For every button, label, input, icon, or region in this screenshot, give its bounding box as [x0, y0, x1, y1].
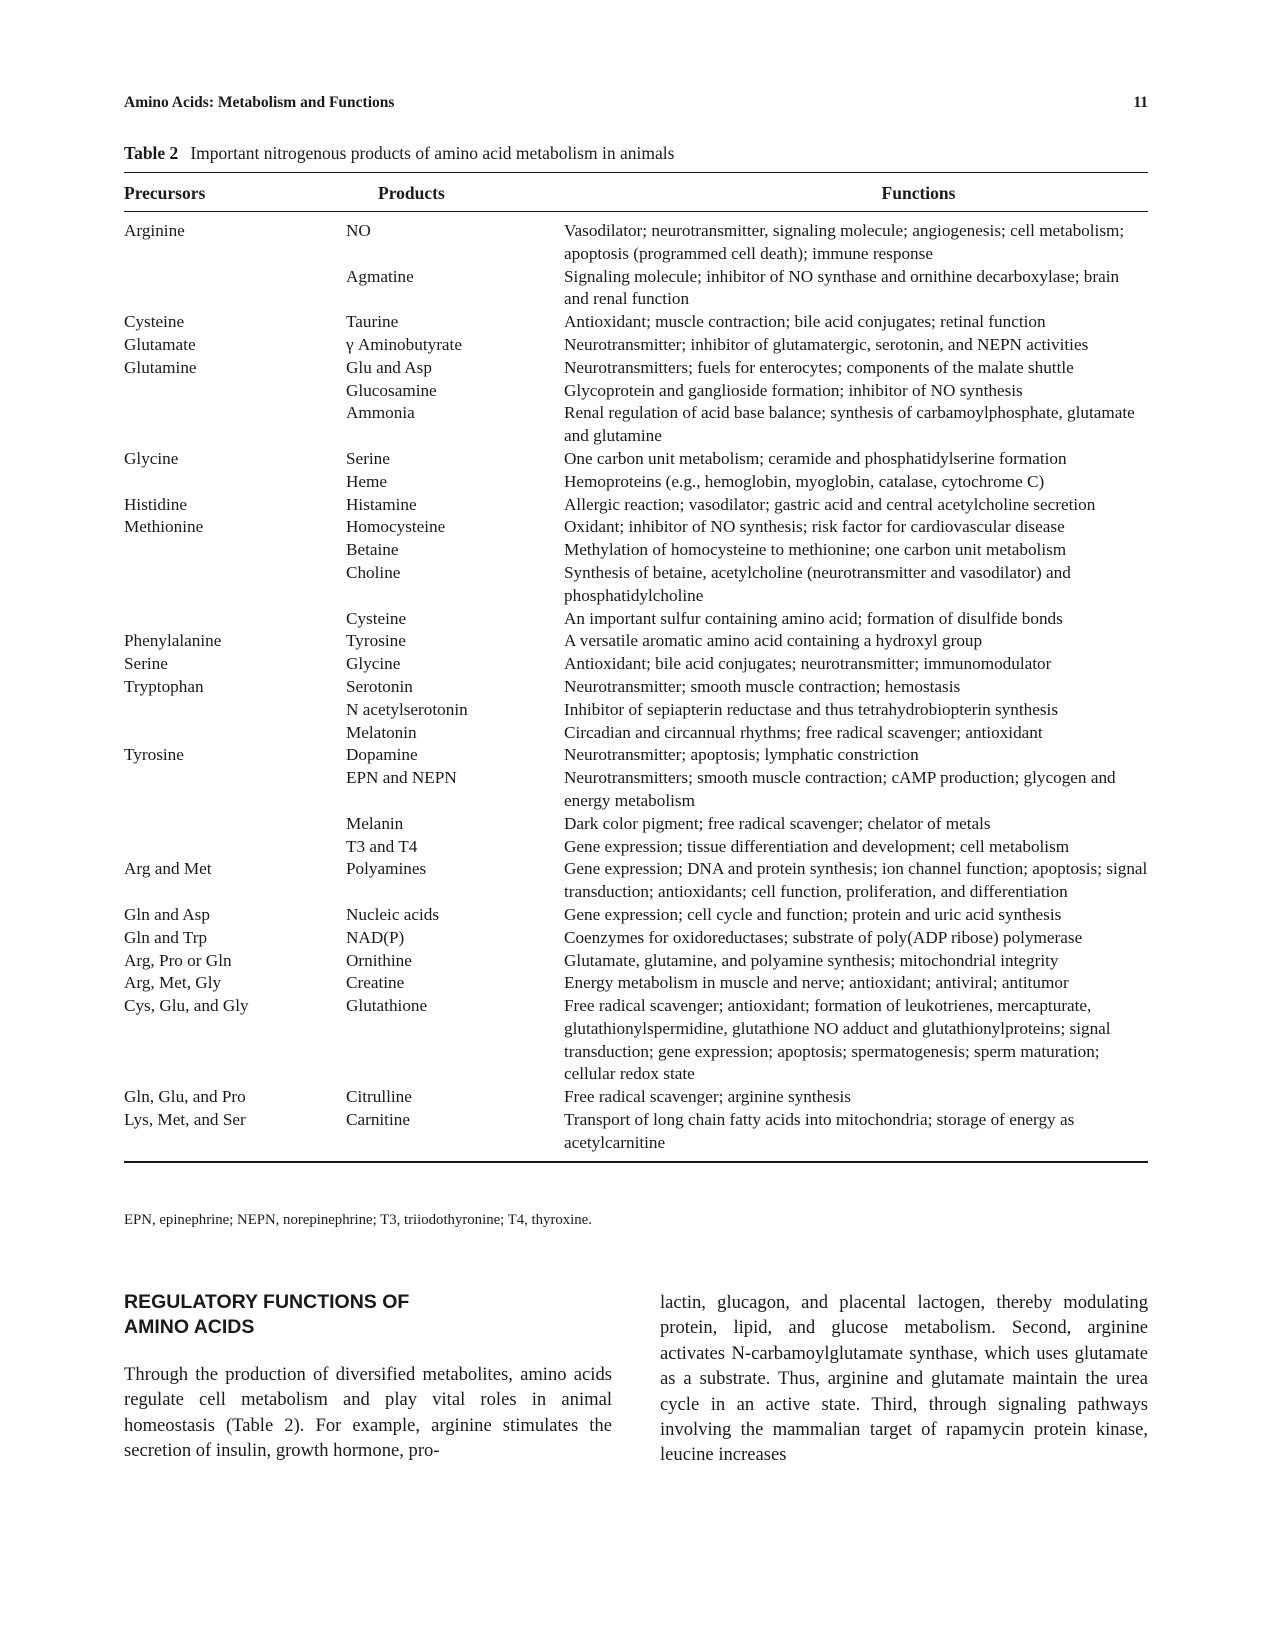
table-row — [124, 676, 1148, 699]
table-row — [124, 516, 1148, 539]
table-body — [124, 212, 1148, 1161]
function-cell: Gene expression; cell cycle and function; protein and uric acid synthesis — [564, 904, 1062, 924]
product-cell: Glu and Asp — [346, 357, 432, 377]
page-number: 11 — [1133, 94, 1148, 111]
function-cell: Signaling molecule; inhibitor of NO synthase and ornithine decarboxylase; brain and renal function — [564, 266, 1120, 309]
table-row — [124, 653, 1148, 676]
product-cell: γ Aminobutyrate — [346, 334, 462, 354]
function-cell: Neurotransmitter; inhibitor of glutamatergic, serotonin, and NEPN activities — [564, 334, 1089, 354]
body-paragraph-left: Through the production of diversified metabolites, amino acids regulate cell metabolism and play vital roles in animal homeostasis (Table 2). For example, arginine stimulates the secretion of insulin, growth hormone, pro- — [124, 1364, 612, 1462]
function-cell: Neurotransmitter; smooth muscle contraction; hemostasis — [564, 676, 961, 696]
function-cell: Inhibitor of sepiapterin reductase and thus tetrahydrobiopterin synthesis — [564, 699, 1059, 719]
precursor-cell: Gln and Trp — [124, 927, 208, 947]
column-header-precursors: Precursors — [124, 183, 206, 203]
precursor-cell: Gln and Asp — [124, 904, 210, 924]
function-cell: Neurotransmitters; smooth muscle contraction; cAMP production; glycogen and energy metabolism — [564, 768, 1116, 810]
table-row — [124, 699, 1148, 722]
precursor-cell — [124, 836, 346, 859]
product-cell: Cysteine — [346, 608, 407, 628]
table-footnote: EPN, epinephrine; NEPN, norepinephrine; T3, triiodothyronine; T4, thyroxine. — [124, 1212, 592, 1228]
section-heading — [124, 1290, 612, 1340]
precursor-cell — [124, 608, 346, 631]
table-caption — [124, 143, 674, 164]
text-column-left — [124, 1290, 612, 1464]
function-cell: Free radical scavenger; arginine synthesis — [564, 1087, 851, 1107]
function-cell: Glycoprotein and ganglioside formation; inhibitor of NO synthesis — [564, 380, 1023, 400]
table-row — [124, 402, 1148, 448]
function-cell: Renal regulation of acid base balance; synthesis of carbamoylphosphate, glutamate and glutamine — [564, 403, 1135, 446]
table-row — [124, 767, 1148, 813]
table-row — [124, 927, 1148, 950]
product-cell: N acetylserotonin — [346, 699, 468, 719]
product-cell: Creatine — [346, 973, 405, 993]
table-row — [124, 311, 1148, 334]
product-cell: Betaine — [346, 540, 399, 560]
precursor-cell — [124, 471, 346, 494]
product-cell: Serotonin — [346, 676, 413, 696]
function-cell: One carbon unit metabolism; ceramide and phosphatidylserine formation — [564, 448, 1067, 468]
product-cell: Polyamines — [346, 859, 427, 879]
function-cell: Allergic reaction; vasodilator; gastric acid and central acetylcholine secretion — [564, 494, 1096, 514]
function-cell: Dark color pigment; free radical scavenger; chelator of metals — [564, 813, 991, 833]
table-row — [124, 562, 1148, 608]
product-cell: Glycine — [346, 654, 401, 674]
column-header-functions: Functions — [881, 183, 956, 203]
table-row — [124, 630, 1148, 653]
product-cell: Citrulline — [346, 1087, 412, 1107]
function-cell: Coenzymes for oxidoreductases; substrate of poly(ADP ribose) polymerase — [564, 927, 1083, 947]
function-cell: Antioxidant; bile acid conjugates; neurotransmitter; immunomodulator — [564, 654, 1052, 674]
table-row — [124, 722, 1148, 745]
table-row — [124, 357, 1148, 380]
precursor-cell: Serine — [124, 654, 168, 674]
precursor-cell — [124, 699, 346, 722]
table-row — [124, 471, 1148, 494]
precursor-cell: Methionine — [124, 517, 204, 537]
precursor-cell: Phenylalanine — [124, 631, 222, 651]
function-cell: Hemoproteins (e.g., hemoglobin, myoglobin, catalase, cytochrome C) — [564, 471, 1045, 491]
product-cell: Melatonin — [346, 722, 417, 742]
product-cell: Ornithine — [346, 950, 412, 970]
precursor-cell: Glycine — [124, 448, 179, 468]
precursor-cell: Arg and Met — [124, 859, 212, 879]
function-cell: A versatile aromatic amino acid containing a hydroxyl group — [564, 631, 983, 651]
precursor-cell: Tyrosine — [124, 745, 184, 765]
table-label: Table 2 — [124, 143, 179, 163]
table-caption-text: Important nitrogenous products of amino acid metabolism in animals — [190, 143, 675, 163]
product-cell: Carnitine — [346, 1110, 410, 1130]
table-row — [124, 380, 1148, 403]
section-heading-line-2: AMINO ACIDS — [124, 1316, 255, 1338]
function-cell: Gene expression; DNA and protein synthesis; ion channel function; apoptosis; signal transduction; antioxidants; cell function, proliferation, and differentiation — [564, 859, 1148, 902]
table-header — [124, 173, 1148, 211]
function-cell: Methylation of homocysteine to methionine; one carbon unit metabolism — [564, 540, 1067, 560]
precursor-cell — [124, 813, 346, 836]
table-row — [124, 836, 1148, 859]
table-row — [124, 608, 1148, 631]
precursor-cell: Cys, Glu, and Gly — [124, 996, 249, 1016]
function-cell: Antioxidant; muscle contraction; bile acid conjugates; retinal function — [564, 312, 1046, 332]
table-bottom-rule — [124, 1161, 1148, 1163]
precursor-cell: Histidine — [124, 494, 188, 514]
table-row — [124, 995, 1148, 1086]
precursor-cell: Lys, Met, and Ser — [124, 1110, 246, 1130]
function-cell: Free radical scavenger; antioxidant; formation of leukotrienes, mercapturate, glutathionylspermidine, glutathione NO adduct and glutathionylproteins; signal transduction; gene expression; apoptosis; spermatogenesis; sperm maturation; cellular redox state — [564, 996, 1111, 1084]
function-cell: Transport of long chain fatty acids into mitochondria; storage of energy as acetylcarnitine — [564, 1110, 1075, 1152]
function-cell: Energy metabolism in muscle and nerve; antioxidant; antiviral; antitumor — [564, 973, 1069, 993]
product-cell: Glucosamine — [346, 380, 437, 400]
product-cell: Tyrosine — [346, 631, 406, 651]
precursor-cell — [124, 380, 346, 403]
table-row — [124, 858, 1148, 904]
precursor-cell: Glutamine — [124, 357, 197, 377]
precursor-cell — [124, 767, 346, 813]
precursor-cell — [124, 402, 346, 448]
function-cell: Neurotransmitter; apoptosis; lymphatic constriction — [564, 745, 919, 765]
product-cell: NO — [346, 221, 371, 240]
table-row — [124, 1109, 1148, 1155]
function-cell: Neurotransmitters; fuels for enterocytes; components of the malate shuttle — [564, 357, 1074, 377]
precursor-cell: Tryptophan — [124, 676, 204, 696]
table-row — [124, 972, 1148, 995]
precursor-cell — [124, 266, 346, 312]
product-cell: EPN and NEPN — [346, 768, 457, 788]
running-title: Amino Acids: Metabolism and Functions — [124, 94, 395, 111]
product-cell: T3 and T4 — [346, 836, 418, 856]
table-row — [124, 494, 1148, 517]
table-row — [124, 813, 1148, 836]
column-header-products: Products — [378, 183, 445, 203]
table — [124, 172, 1148, 1163]
table-row — [124, 266, 1148, 312]
product-cell: Melanin — [346, 813, 404, 833]
product-cell: Nucleic acids — [346, 904, 440, 924]
precursor-cell — [124, 539, 346, 562]
precursor-cell: Arg, Met, Gly — [124, 973, 222, 993]
precursor-cell: Arg, Pro or Gln — [124, 950, 232, 970]
product-cell: Serine — [346, 448, 390, 468]
function-cell: An important sulfur containing amino acid; formation of disulfide bonds — [564, 608, 1063, 628]
table-row — [124, 1086, 1148, 1109]
function-cell: Synthesis of betaine, acetylcholine (neurotransmitter and vasodilator) and phosphatidylcholine — [564, 562, 1071, 605]
table-row — [124, 220, 1148, 266]
product-cell: Glutathione — [346, 996, 428, 1016]
function-cell: Circadian and circannual rhythms; free radical scavenger; antioxidant — [564, 722, 1043, 742]
function-cell: Glutamate, glutamine, and polyamine synthesis; mitochondrial integrity — [564, 950, 1059, 970]
precursor-cell — [124, 562, 346, 608]
table-row — [124, 448, 1148, 471]
product-cell: Histamine — [346, 494, 417, 514]
table-row — [124, 744, 1148, 767]
product-cell: Homocysteine — [346, 517, 446, 537]
table-row — [124, 334, 1148, 357]
product-cell: Taurine — [346, 312, 399, 332]
precursor-cell: Cysteine — [124, 312, 185, 332]
function-cell: Gene expression; tissue differentiation and development; cell metabolism — [564, 836, 1070, 856]
precursor-cell — [124, 722, 346, 745]
product-cell: Dopamine — [346, 745, 418, 765]
text-column-right — [660, 1290, 1148, 1468]
product-cell: Agmatine — [346, 266, 414, 286]
function-cell: Oxidant; inhibitor of NO synthesis; risk factor for cardiovascular disease — [564, 517, 1065, 537]
table-row — [124, 904, 1148, 927]
section-heading-line-1: REGULATORY FUNCTIONS OF — [124, 1291, 410, 1313]
table-row — [124, 539, 1148, 562]
running-head — [124, 94, 1148, 116]
product-cell: Heme — [346, 471, 388, 491]
precursor-cell: Arginine — [124, 221, 185, 240]
precursor-cell: Glutamate — [124, 334, 196, 354]
table-row — [124, 950, 1148, 973]
precursor-cell: Gln, Glu, and Pro — [124, 1087, 246, 1107]
product-cell: NAD(P) — [346, 927, 405, 947]
function-cell: Vasodilator; neurotransmitter, signaling molecule; angiogenesis; cell metabolism; apoptosis (programmed cell death); immune response — [564, 221, 1125, 263]
body-paragraph-right: lactin, glucagon, and placental lactogen, thereby modulating protein, lipid, and glucose metabolism. Second, arginine activates N-carbamoylglutamate synthase, which uses glutamate as a substrate. Thus, arginine and glutamate maintain the urea cycle in an active state. Third, through signaling pathways involving the mammalian target of rapamycin protein kinase, leucine increases — [660, 1292, 1148, 1466]
product-cell: Choline — [346, 562, 401, 582]
product-cell: Ammonia — [346, 403, 415, 423]
